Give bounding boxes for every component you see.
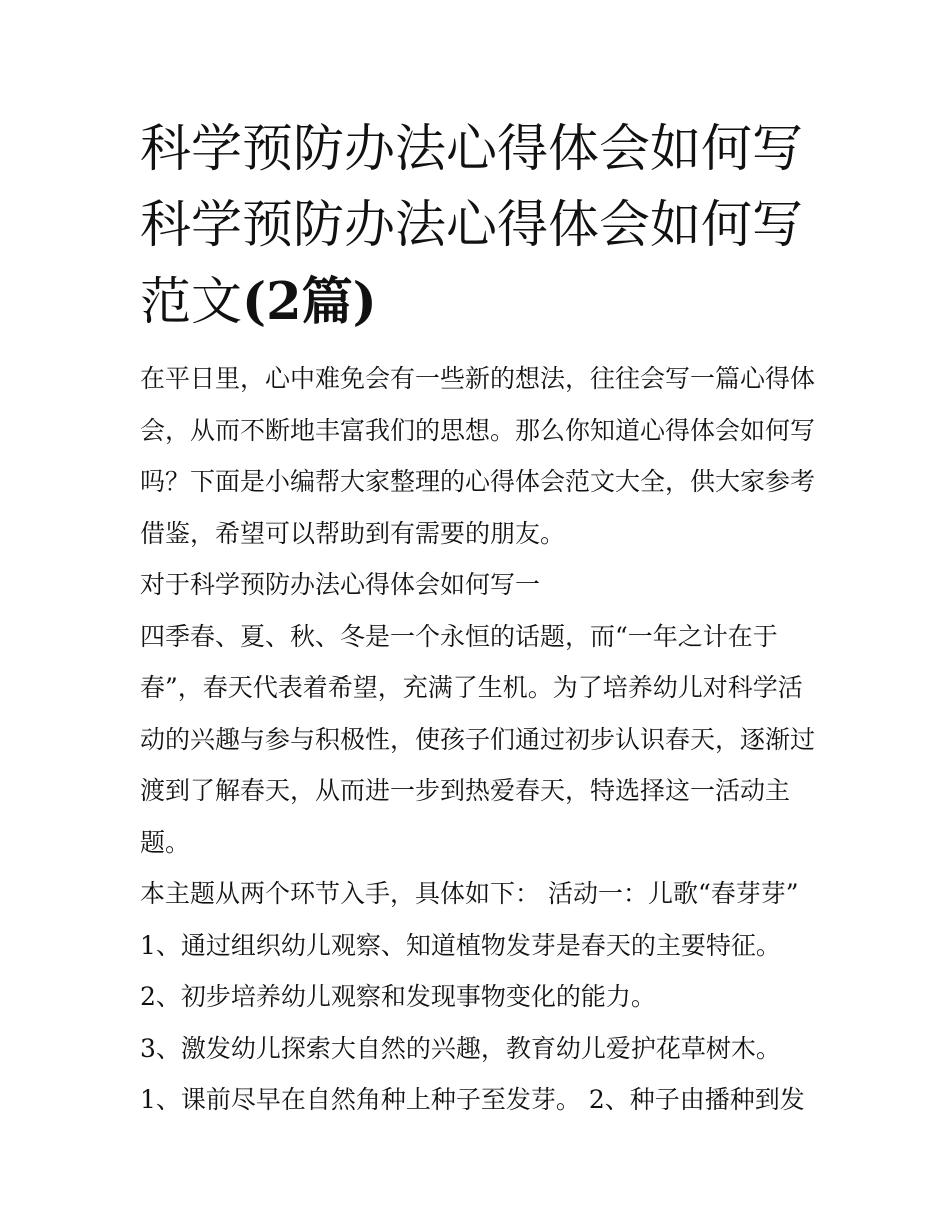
body-line-11: 本主题从两个环节入手，具体如下： 活动一：儿歌“春芽芽”	[140, 879, 799, 908]
list-item-1: 1、通过组织幼儿观察、知道植物发芽是春天的主要特征。	[140, 930, 781, 960]
body-line-1: 在平日里，心中难免会有一些新的想法，往往会写一篇心得体	[140, 364, 816, 393]
title-line-3-suffix: (2篇)	[242, 272, 377, 332]
body-line-9: 渡到了解春天，从而进一步到热爱春天，特选择这一活动主	[140, 776, 791, 805]
body-line-8: 动的兴趣与参与积极性，使孩子们通过初步认识春天，逐渐过	[140, 724, 816, 754]
document-page	[140, 112, 820, 1126]
title-line-2: 科学预防办法心得体会如何写	[140, 196, 804, 255]
list-item-2: 2、初步培养幼儿观察和发现事物变化的能力。	[140, 982, 656, 1011]
body-line-4: 借鉴，希望可以帮助到有需要的朋友。	[140, 518, 566, 548]
document-title	[140, 112, 820, 341]
title-line-3-prefix: 范文	[140, 273, 243, 332]
body-line-6: 四季春、夏、秋、冬是一个永恒的话题，而“一年之计在于	[140, 621, 778, 651]
title-line-3	[140, 264, 820, 341]
body-line-3: 吗？下面是小编帮大家整理的心得体会范文大全，供大家参考	[140, 467, 816, 496]
body-line-2: 会，从而不断地丰富我们的思想。那么你知道心得体会如何写	[140, 415, 816, 445]
body-line-10: 题。	[140, 827, 191, 857]
title-line-1: 科学预防办法心得体会如何写	[140, 120, 804, 179]
document-body	[140, 353, 820, 1126]
section-heading: 对于科学预防办法心得体会如何写一	[140, 570, 541, 599]
list-item-3: 3、激发幼儿探索大自然的兴趣，教育幼儿爱护花草树木。	[140, 1033, 781, 1063]
body-line-7: 春”，春天代表着希望，充满了生机。为了培养幼儿对科学活	[140, 673, 803, 702]
list-item-4: 1、课前尽早在自然角种上种子至发芽。 2、种子由播种到发	[140, 1085, 805, 1114]
